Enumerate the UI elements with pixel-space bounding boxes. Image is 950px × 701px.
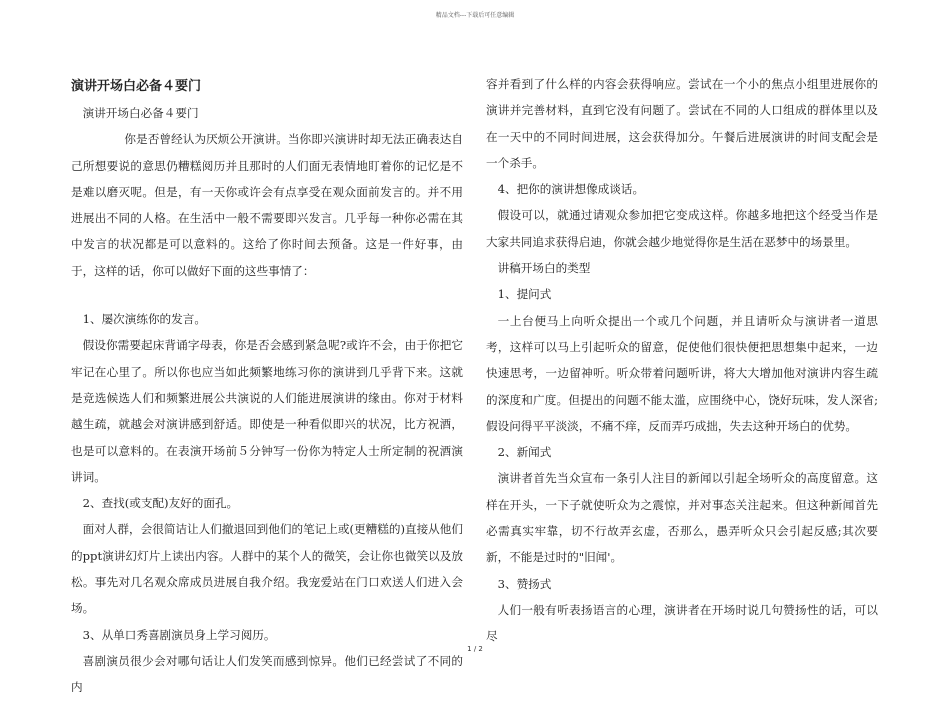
right-column — [486, 71, 878, 650]
section-heading: 2、查找(或支配)友好的面孔。 — [82, 496, 239, 511]
paragraph: 演讲者首先当众宣布一条引人注目的新闻以引起全场听众的高度留意。这样在开头，一下子就使听众为之震惊，并对事态关注起来。但这种新闻首先必需真实牢靠，切不行故弄玄虚，否那么，愚弄听众只会引起反感;其次要新，不能是过时的"旧闻'。 — [486, 471, 878, 565]
paragraph: 你是否曾经认为厌烦公开演讲。当你即兴演讲时却无法正确表达自己所想要说的意思仍糟糕阅历并且那时的人们面无表情地盯着你的记忆是不是难以磨灭呢。但是，有一天你或许会有点享受在观众面前发言的。并不用进展出不同的人格。在生活中一般不需要即兴发言。几乎每一种你必需在其中发言的状况都是可以意料的。这给了你时间去预备。这是一件好事，由于，这样的话，你可以做好下面的这些事情了： — [71, 132, 463, 278]
page-number: 1 / 2 — [467, 645, 483, 653]
paragraph: 假设你需要起床背诵字母表，你是否会感到紧急呢?或许不会，由于你把它牢记在心里了。所以你也应当如此频繁地练习你的演讲到几乎背下来。这就是竞选候选人们和频繁进展公共演说的人们能进展演讲的缘由。你对于材料越生疏，就越会对演讲感到舒适。即使是一种看似即兴的状况，比方祝酒，也是可以意料的。在表演开场前５分钟写一份你为特定人士所定制的祝酒演讲词。 — [71, 338, 463, 484]
page-header: 精品文档---下载后可任意编辑 — [435, 12, 515, 19]
left-column — [71, 74, 463, 701]
section-heading: 4、把你的演讲想像成谈话。 — [497, 182, 645, 197]
subtitle: 演讲开场白必备４要门 — [82, 106, 199, 120]
type-heading: 2、新闻式 — [497, 445, 552, 460]
type-heading: 3、赞扬式 — [497, 576, 552, 591]
paragraph: 喜剧演员很少会对哪句话让人们发笑而感到惊异。他们已经尝试了不同的内 — [71, 653, 463, 695]
paragraph: 假设可以，就通过请观众参加把它变成这样。你越多地把这个经受当作是大家共同追求获得启迪，你就会越少地觉得你是生活在恶梦中的场景里。 — [486, 208, 878, 249]
paragraph: 一上台便马上向听众提出一个或几个问题，并且请听众与演讲者一道思考，这样可以马上引起听众的留意，促使他们很快便把思想集中起来，一边快速思考，一边留神听。听众带着问题听讲，将大大增加他对演讲内容生疏的深度和广度。但提出的问题不能太滥，应围绕中心，饶好玩味，发人深省;假设问得平平淡淡，不痛不痒，反而弄巧成拙，失去这种开场白的优势。 — [486, 313, 878, 433]
type-heading: 1、提问式 — [497, 287, 552, 302]
paragraph: 人们一般有听表扬语言的心理，演讲者在开场时说几句赞扬性的话，可以尽 — [486, 602, 878, 644]
section-heading: 讲稿开场白的类型 — [497, 261, 591, 276]
paragraph: 容并看到了什么样的内容会获得响应。尝试在一个小的焦点小组里进展你的演讲并完善材料，直到它没有问题了。尝试在不同的人口组成的群体里以及在一天中的不同时间进展，这会获得加分。午餐后进展演讲的时间支配会是一个杀手。 — [486, 77, 878, 170]
section-heading: 1、屡次演练你的发言。 — [82, 312, 206, 327]
spacer — [71, 284, 463, 306]
document-title: 演讲开场白必备４要门 — [71, 79, 202, 94]
paragraph: 面对人群，会很简诘让人们撤退回到他们的笔记上或(更糟糕的)直接从他们的ppt演讲幻灯片上读出内容。人群中的某个人的微笑，会让你也微笑以及放松。事先对几名观众席成员进展自我介绍。我宠爱站在门口欢送人们进入会场。 — [71, 522, 463, 616]
section-heading: 3、从单口秀喜剧演员身上学习阅历。 — [82, 627, 276, 642]
